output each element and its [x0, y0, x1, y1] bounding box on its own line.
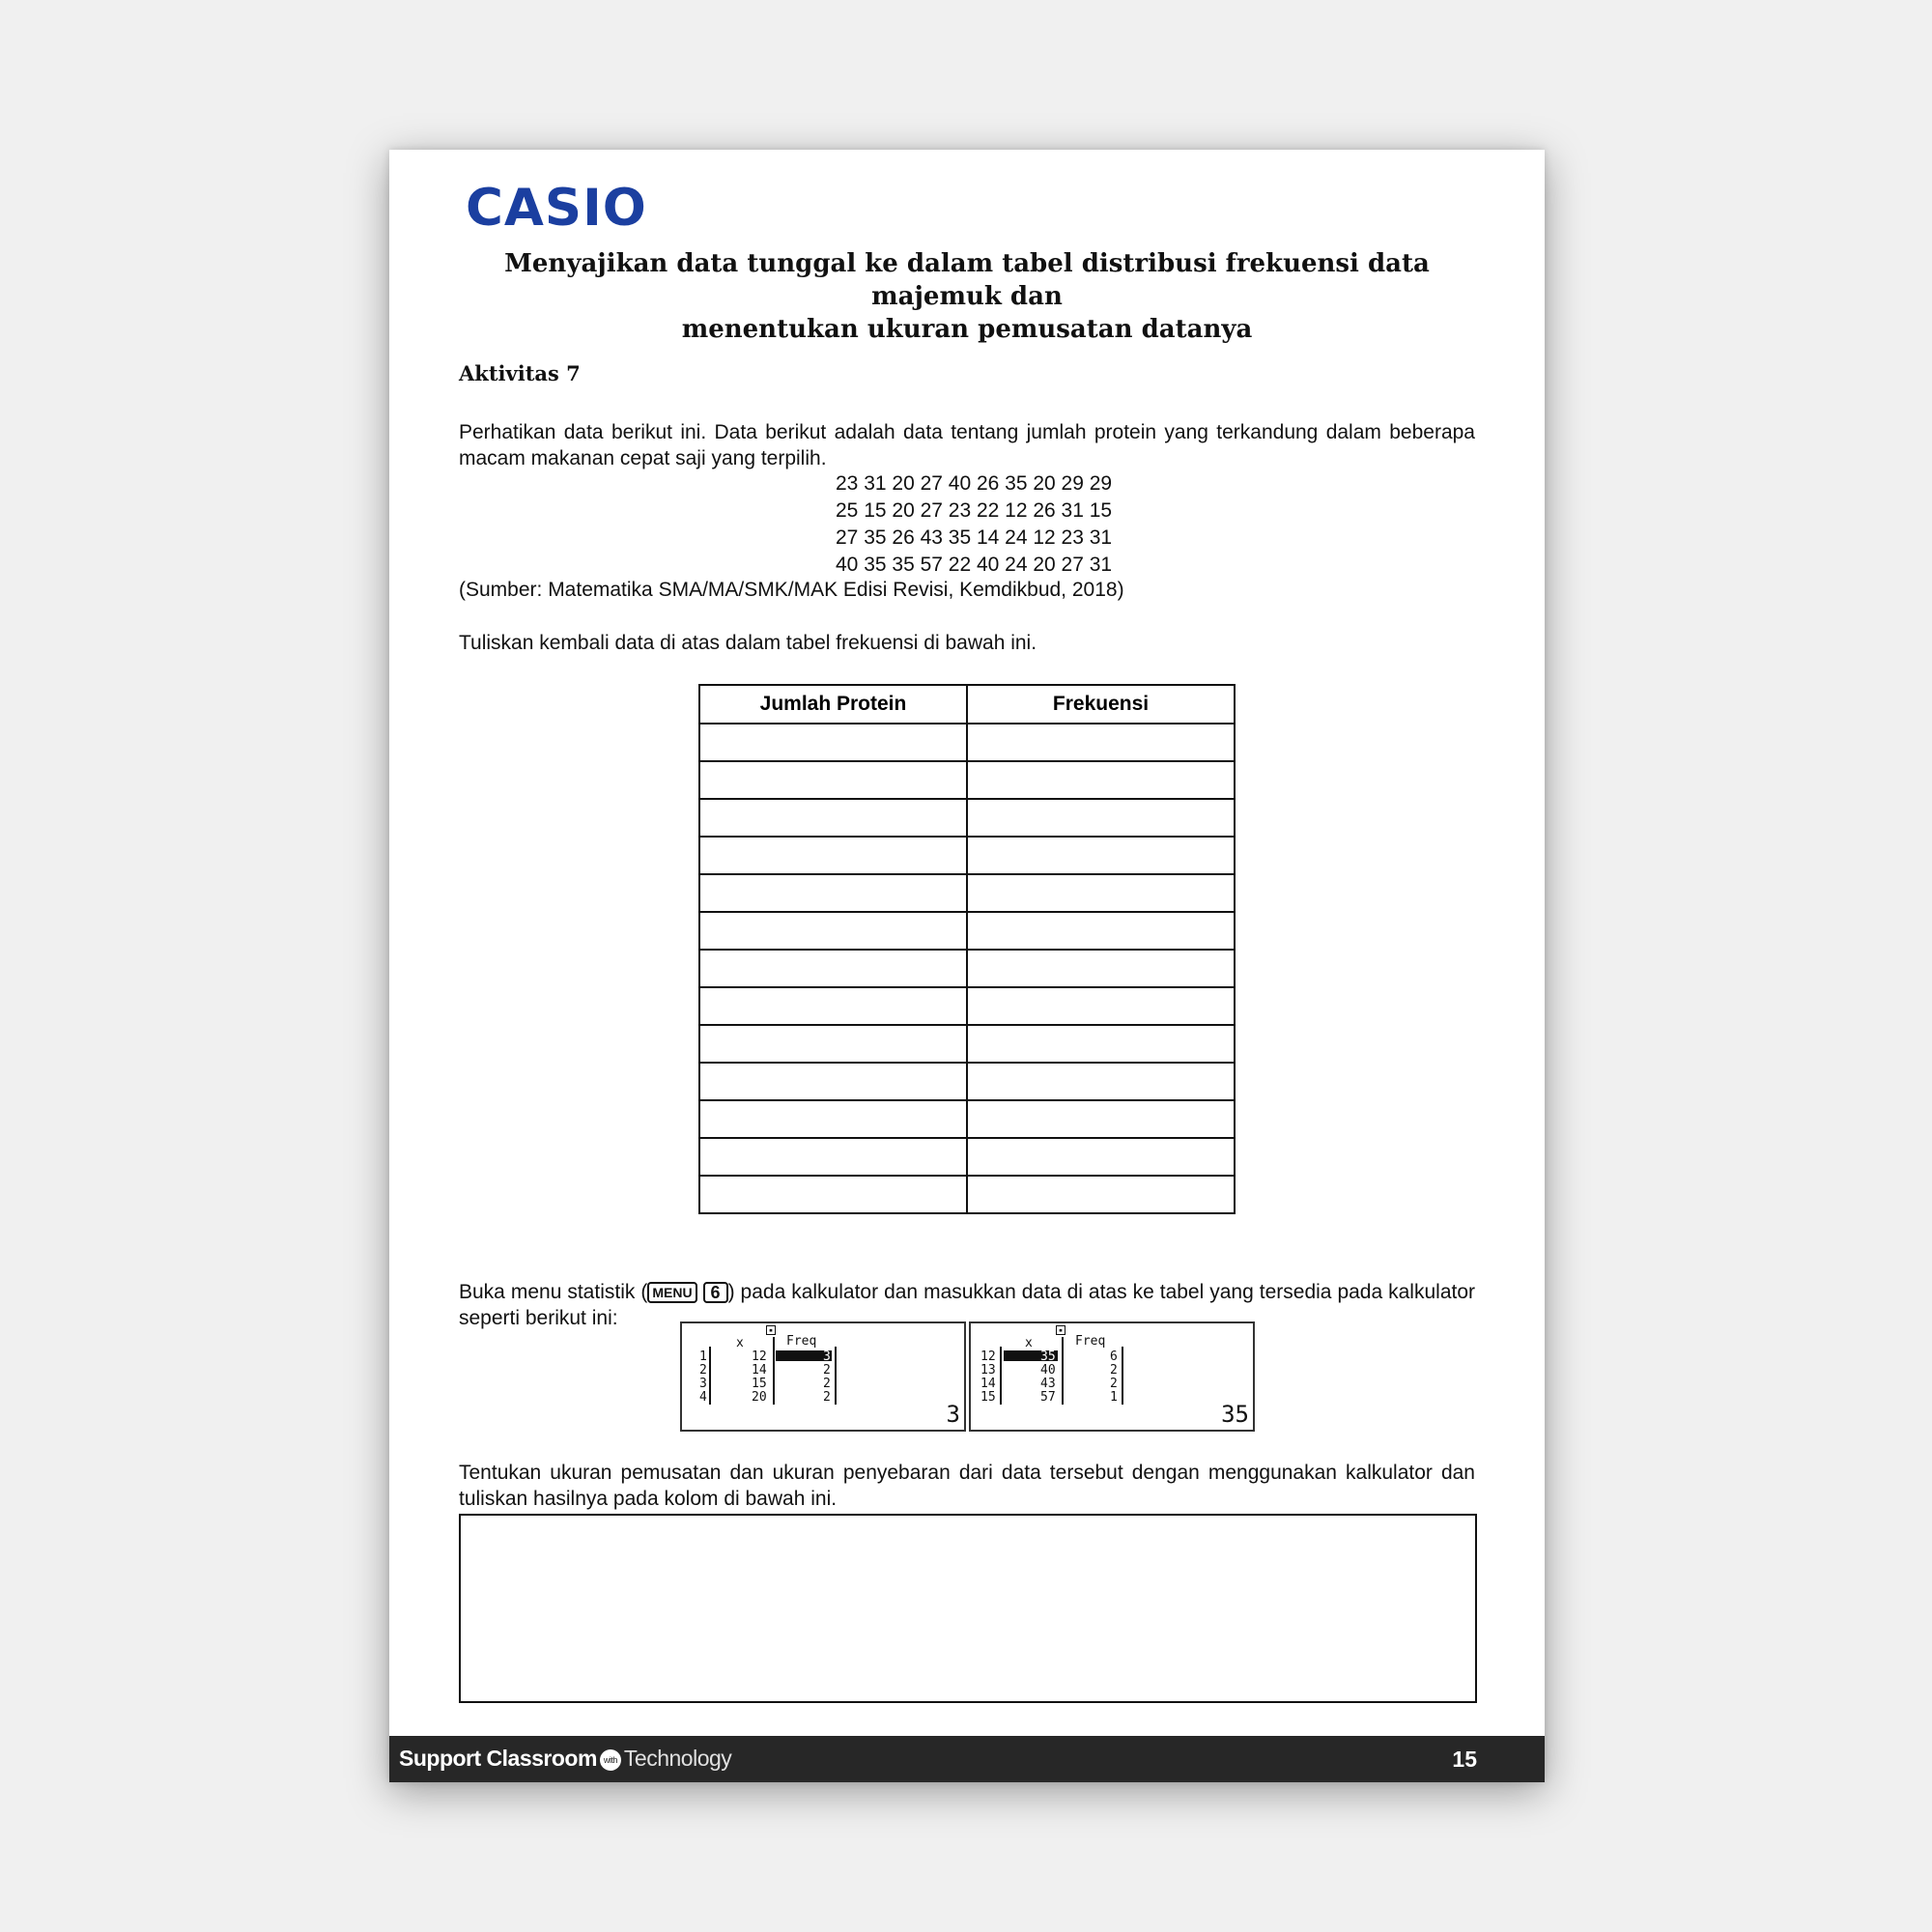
x-value: 35	[1040, 1350, 1056, 1364]
page-title	[447, 247, 1487, 346]
data-row-2: 25 15 20 27 23 22 12 26 31 15	[836, 499, 1113, 522]
data-row-4: 40 35 35 57 22 40 24 20 27 31	[836, 554, 1113, 576]
row-number: 2	[699, 1363, 707, 1378]
data-row-3: 27 35 26 43 35 14 24 12 23 31	[836, 526, 1113, 549]
freq-value: 2	[1110, 1363, 1118, 1378]
table-row	[699, 1100, 1235, 1138]
table-instruction: Tuliskan kembali data di atas dalam tabel frekuensi di bawah ini.	[459, 632, 1037, 654]
source-citation: (Sumber: Matematika SMA/MA/SMK/MAK Edisi Revisi, Kemdikbud, 2018)	[459, 579, 1124, 601]
x-column-header: x	[1025, 1336, 1033, 1350]
table-row	[699, 987, 1235, 1025]
intro-text: Perhatikan data berikut ini. Data berikut adalah data tentang jumlah protein yang terkandung dalam beberapa macam makanan cepat saji yang terpilih.	[459, 421, 1475, 469]
x-column-header: x	[736, 1336, 744, 1350]
table-row	[699, 837, 1235, 874]
activity-heading: Aktivitas 7	[459, 361, 581, 385]
protein-cell[interactable]	[699, 724, 967, 761]
row-number: 1	[699, 1350, 707, 1364]
battery-icon: ▪	[766, 1325, 776, 1335]
frequency-cell[interactable]	[967, 724, 1235, 761]
table-row	[699, 1138, 1235, 1176]
footer-brand	[399, 1746, 731, 1772]
six-key-icon: 6	[703, 1282, 728, 1303]
battery-icon: ▪	[1056, 1325, 1065, 1335]
column-divider	[1062, 1337, 1064, 1405]
protein-cell[interactable]	[699, 1063, 967, 1100]
answer-instruction: Tentukan ukuran pemusatan dan ukuran penyebaran dari data tersebut dengan menggunakan kalkulator dan tuliskan hasilnya pada kolom di bawah ini.	[459, 1462, 1475, 1510]
frequency-cell[interactable]	[967, 950, 1235, 987]
row-number: 15	[980, 1390, 996, 1405]
entry-value: 35	[1221, 1401, 1249, 1428]
protein-cell[interactable]	[699, 987, 967, 1025]
column-divider	[835, 1347, 837, 1405]
x-value: 57	[1040, 1390, 1056, 1405]
x-value: 14	[752, 1363, 767, 1378]
protein-cell[interactable]	[699, 761, 967, 799]
column-divider	[1122, 1347, 1123, 1405]
freq-value: 6	[1110, 1350, 1118, 1364]
table-row	[699, 1025, 1235, 1063]
calculator-screen-2	[969, 1321, 1255, 1432]
frequency-cell[interactable]	[967, 1025, 1235, 1063]
x-value: 15	[752, 1377, 767, 1391]
calc-text-after: ) pada kalkulator dan masukkan data di atas ke tabel yang tersedia pada kalkulator seperti berikut ini:	[459, 1281, 1476, 1329]
protein-cell[interactable]	[699, 1025, 967, 1063]
table-row	[699, 874, 1235, 912]
frequency-cell[interactable]	[967, 874, 1235, 912]
freq-column-header: Freq	[786, 1334, 817, 1349]
column-divider	[709, 1347, 711, 1405]
footer-technology: Technology	[623, 1746, 732, 1771]
footer-support-classroom: Support Classroom	[399, 1746, 597, 1771]
frequency-cell[interactable]	[967, 1100, 1235, 1138]
table-row	[699, 799, 1235, 837]
row-number: 14	[980, 1377, 996, 1391]
calculator-instruction	[459, 1279, 1475, 1331]
freq-value: 3	[823, 1350, 831, 1364]
frequency-cell[interactable]	[967, 761, 1235, 799]
table-row	[699, 912, 1235, 950]
casio-logo: CASIO	[466, 179, 647, 238]
freq-value: 2	[823, 1363, 831, 1378]
header-frekuensi: Frekuensi	[967, 685, 1235, 724]
table-row	[699, 724, 1235, 761]
freq-value: 1	[1110, 1390, 1118, 1405]
freq-value: 2	[1110, 1377, 1118, 1391]
x-value: 12	[752, 1350, 767, 1364]
with-badge-icon: with	[600, 1749, 621, 1771]
footer-bar	[389, 1736, 1545, 1782]
frequency-table	[698, 684, 1236, 1214]
frequency-cell[interactable]	[967, 987, 1235, 1025]
row-number: 13	[980, 1363, 996, 1378]
frequency-cell[interactable]	[967, 837, 1235, 874]
column-divider	[1000, 1347, 1002, 1405]
entry-value: 3	[946, 1401, 960, 1428]
data-row-1: 23 31 20 27 40 26 35 20 29 29	[836, 472, 1113, 495]
worksheet-page	[389, 150, 1545, 1782]
frequency-cell[interactable]	[967, 1138, 1235, 1176]
calculator-screen-1	[680, 1321, 966, 1432]
protein-cell[interactable]	[699, 1138, 967, 1176]
x-value: 20	[752, 1390, 767, 1405]
frequency-cell[interactable]	[967, 1176, 1235, 1213]
protein-cell[interactable]	[699, 874, 967, 912]
freq-value: 2	[823, 1390, 831, 1405]
protein-cell[interactable]	[699, 837, 967, 874]
frequency-cell[interactable]	[967, 799, 1235, 837]
x-value: 40	[1040, 1363, 1056, 1378]
page-number: 15	[1452, 1747, 1477, 1772]
table-row	[699, 761, 1235, 799]
title-line-1: Menyajikan data tunggal ke dalam tabel distribusi frekuensi data majemuk dan	[504, 249, 1430, 311]
answer-box[interactable]	[459, 1514, 1477, 1703]
protein-cell[interactable]	[699, 1176, 967, 1213]
header-jumlah-protein: Jumlah Protein	[699, 685, 967, 724]
frequency-cell[interactable]	[967, 1063, 1235, 1100]
protein-cell[interactable]	[699, 912, 967, 950]
title-line-2: menentukan ukuran pemusatan datanya	[681, 315, 1253, 344]
protein-cell[interactable]	[699, 1100, 967, 1138]
table-row	[699, 1176, 1235, 1213]
table-row	[699, 1063, 1235, 1100]
frequency-cell[interactable]	[967, 912, 1235, 950]
freq-value: 2	[823, 1377, 831, 1391]
protein-cell[interactable]	[699, 950, 967, 987]
menu-key-icon: MENU	[647, 1282, 696, 1303]
calc-text-before: Buka menu statistik (	[459, 1281, 648, 1303]
row-number: 12	[980, 1350, 996, 1364]
x-value: 43	[1040, 1377, 1056, 1391]
protein-cell[interactable]	[699, 799, 967, 837]
table-row	[699, 950, 1235, 987]
column-divider	[773, 1337, 775, 1405]
row-number: 3	[699, 1377, 707, 1391]
row-number: 4	[699, 1390, 707, 1405]
freq-column-header: Freq	[1075, 1334, 1106, 1349]
